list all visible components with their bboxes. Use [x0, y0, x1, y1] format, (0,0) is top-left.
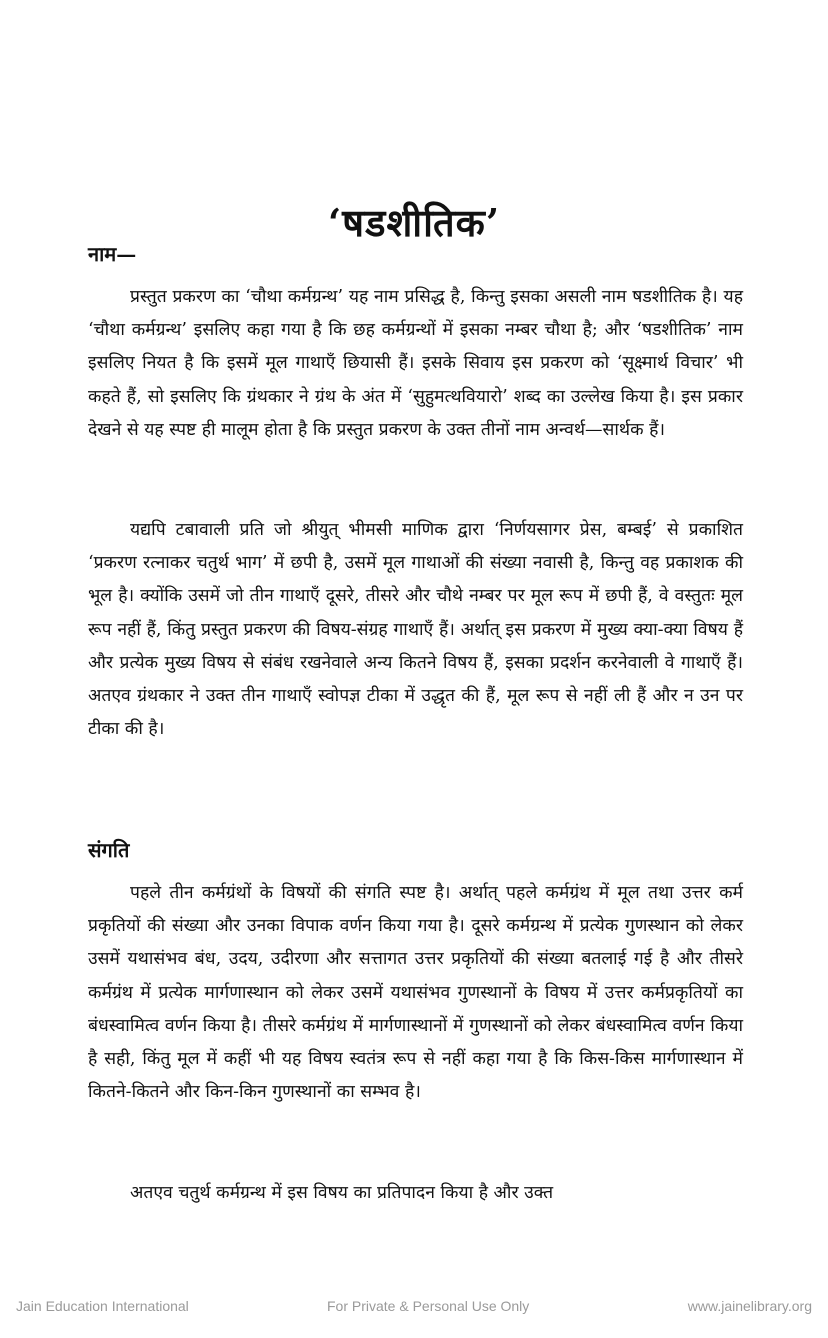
section-heading-sangati: संगति — [88, 838, 130, 862]
footer-website-link[interactable]: www.jainelibrary.org — [687, 1298, 812, 1314]
page-title: ‘षडशीतिक’ — [327, 200, 501, 245]
paragraph-sangati-2: अतएव चतुर्थ कर्मग्रन्थ में इस विषय का प्रतिपादन किया है और उक्त — [130, 1183, 554, 1203]
section-heading-naam: नाम— — [88, 242, 137, 266]
footer-publisher: Jain Education International — [16, 1298, 189, 1314]
footer — [0, 1298, 828, 1318]
paragraph-sangati-1: पहले तीन कर्मग्रंथों के विषयों की संगति स्पष्ट है। अर्थात् पहले कर्मग्रंथ में मूल तथा उत्तर कर्म प्रकृतियों की संख्या और उनका विपाक वर्णन किया गया है। दूसरे कर्मग्रन्थ में प्रत्येक गुणस्थान को लेकर उसमें यथासंभव बंध, उदय, उदीरणा और सत्तागत उत्तर प्रकृतियों की संख्या बतलाई गई है और तीसरे कर्मग्रंथ में प्रत्येक मार्गणास्थान को लेकर उसमें यथासंभव गुणस्थानों के विषय में उत्तर कर्मप्रकृतियों का बंधस्वामित्व वर्णन किया है। तीसरे कर्मग्रंथ में मार्गणास्थानों में गुणस्थानों को लेकर बंधस्वामित्व वर्णन किया है सही, किंतु मूल में कहीं भी यह विषय स्वतंत्र रूप से नहीं कहा गया है कि किस-किस मार्गणास्थान में कितने-कितने और किन-किन गुणस्थानों का सम्भव है। — [88, 883, 743, 1103]
paragraph-naam-1: प्रस्तुत प्रकरण का ‘चौथा कर्मग्रन्थ’ यह नाम प्रसिद्ध है, किन्तु इसका असली नाम षडशीतिक है। यह ‘चौथा कर्मग्रन्थ’ इसलिए कहा गया है कि छह कर्मग्रन्थों में इसका नम्बर चौथा है; और ‘षडशीतिक’ नाम इसलिए नियत है कि इसमें मूल गाथाएँ छियासी हैं। इसके सिवाय इस प्रकरण को ‘सूक्ष्मार्थ विचार’ भी कहते हैं, सो इसलिए कि ग्रंथकार ने ग्रंथ के अंत में ‘सुहुमत्थवियारो’ शब्द का उल्लेख किया है। इस प्रकार देखने से यह स्पष्ट ही मालूम होता है कि प्रस्तुत प्रकरण के उक्त तीनों नाम अन्वर्थ—सार्थक हैं। — [88, 287, 743, 440]
paragraph-naam-2: यद्यपि टबावाली प्रति जो श्रीयुत् भीमसी माणिक द्वारा ‘निर्णयसागर प्रेस, बम्बई’ से प्रकाशित ‘प्रकरण रत्नाकर चतुर्थ भाग’ में छपी है, उसमें मूल गाथाओं की संख्या नवासी है, किन्तु वह प्रकाशक की भूल है। क्योंकि उसमें जो तीन गाथाएँ दूसरे, तीसरे और चौथे नम्बर पर मूल रूप में छपी हैं, वे वस्तुतः मूल रूप नहीं हैं, किंतु प्रस्तुत प्रकरण की विषय-संग्रह गाथाएँ हैं। अर्थात् इस प्रकरण में मुख्य क्या-क्या विषय हैं और प्रत्येक मुख्य विषय से संबंध रखनेवाले अन्य कितने विषय हैं, इसका प्रदर्शन करनेवाली वे गाथाएँ हैं। अतएव ग्रंथकार ने उक्त तीन गाथाएँ स्वोपज्ञ टीका में उद्धृत की हैं, मूल रूप से नहीं ली हैं और न उन पर टीका की है। — [88, 520, 743, 740]
footer-usage-note: For Private & Personal Use Only — [327, 1298, 530, 1314]
